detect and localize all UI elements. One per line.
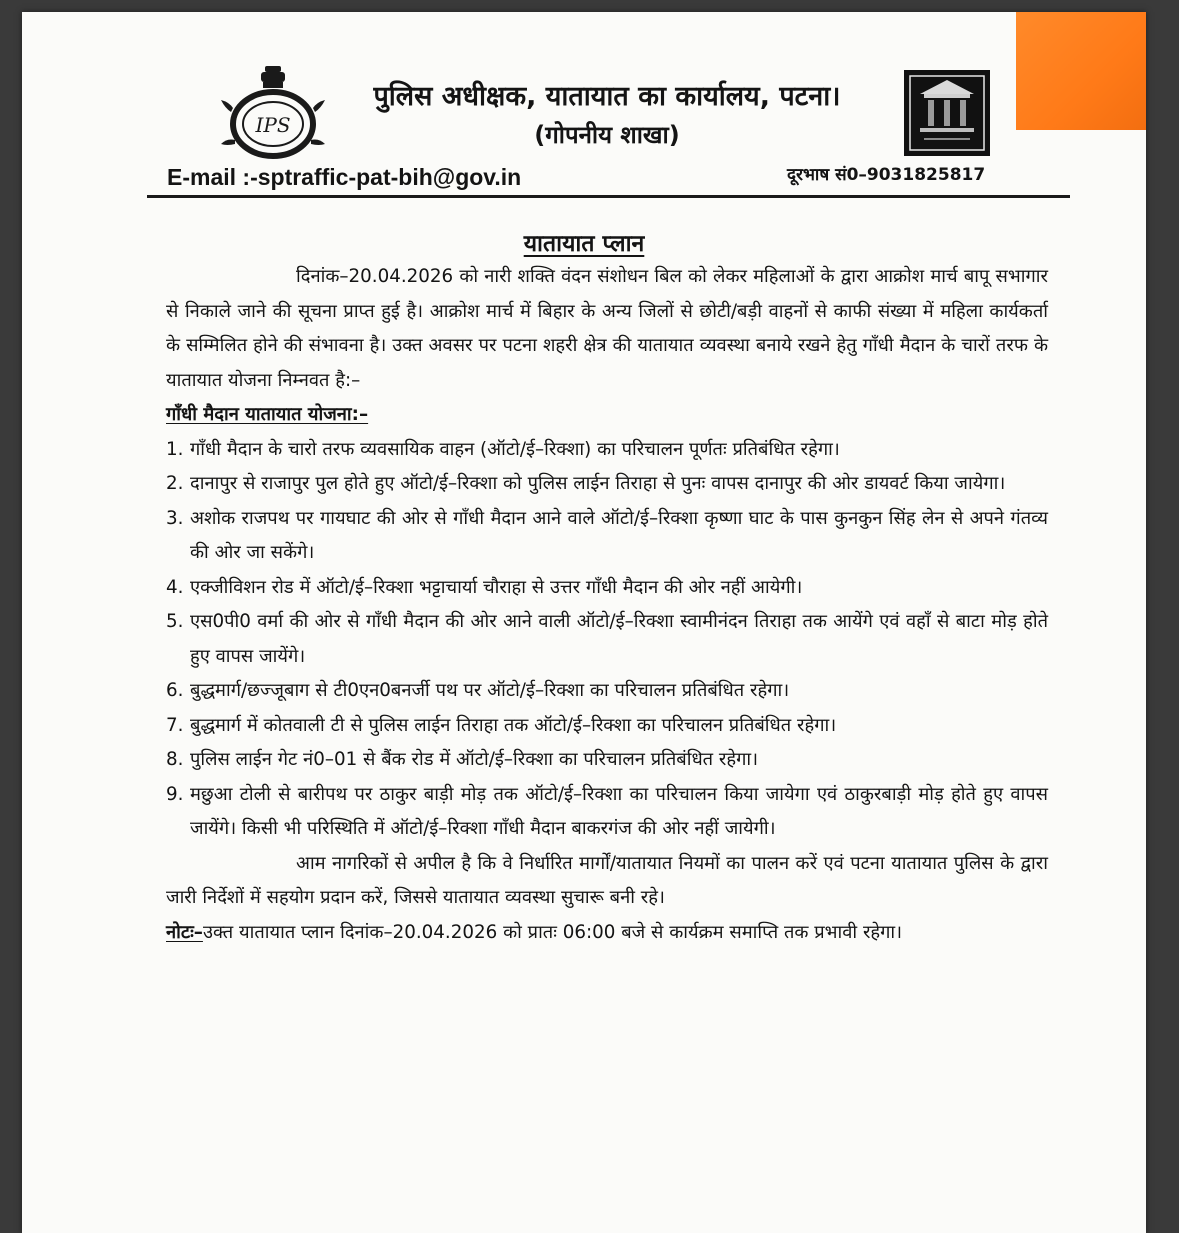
item-number: 2. (166, 473, 184, 494)
item-number: 1. (166, 438, 184, 460)
item-number: 9. (166, 783, 184, 805)
header-divider (147, 195, 1070, 198)
item-text: मछुआ टोली से बारीपथ पर ठाकुर बाड़ी मोड़ तक ऑटो/ई–रिक्शा का परिचालन किया जायेगा एवं ठाकुरबाड़ी मोड़ होते हुए वापस जायेंगे। किसी भी परिस्थिति में ऑटो/ई–रिक्शा गाँधी मैदान बाकरगंज की ओर नहीं जायेगी। (190, 783, 1048, 839)
appeal-paragraph: आम नागरिकों से अपील है कि वे निर्धारित मार्गों/यातायात नियमों का पालन करें एवं पटना यातायात पुलिस के द्वारा जारी निर्देशों में सहयोग प्रदान करें, जिससे यातायात व्यवस्था सुचारू बनी रहे। (166, 852, 1048, 908)
item-number: 4. (166, 576, 184, 598)
state-seal-icon (902, 68, 992, 158)
document-page (22, 12, 1146, 1233)
office-title: पुलिस अधीक्षक, यातायात का कार्यालय, पटना। (373, 81, 841, 112)
item-text: दानापुर से राजापुर पुल होते हुए ऑटो/ई–रिक्शा को पुलिस लाईन तिराहा से पुनः वापस दानापुर की ओर डायवर्ट किया जायेगा। (190, 473, 1006, 494)
item-text: एक्जीविशन रोड में ऑटो/ई–रिक्शा भट्टाचार्या चौराहा से उत्तर गाँधी मैदान की ओर नहीं आयेगी। (190, 576, 803, 598)
note-text: उक्त यातायात प्लान दिनांक–20.04.2026 को प्रातः 06:00 बजे से कार्यक्रम समाप्ति तक प्रभावी रहेगा। (202, 921, 903, 943)
police-emblem-icon (217, 64, 329, 164)
item-number: 7. (166, 714, 184, 736)
sticky-note (1016, 12, 1146, 130)
intro-paragraph: दिनांक–20.04.2026 को नारी शक्ति वंदन संशोधन बिल को लेकर महिलाओं के द्वारा आक्रोश मार्च बापू सभागार से निकाले जाने की सूचना प्राप्त हुई है। आक्रोश मार्च में बिहार के अन्य जिलों से छोटी/बड़ी वाहनों से काफी संख्या में महिला कार्यकर्ता के सम्मिलित होने की संभावना है। उक्त अवसर पर पटना शहरी क्षेत्र की यातायात व्यवस्था बनाये रखने हेतु गाँधी मैदान के चारों तरफ के यातायात योजना निम्नवत है:– (166, 266, 1048, 391)
item-number: 3. (166, 507, 184, 529)
phone-number: दूरभाष सं0–9031825817 (787, 165, 986, 185)
item-text: एस0पी0 वर्मा की ओर से गाँधी मैदान की ओर आने वाली ऑटो/ई–रिक्शा स्वामीनंदन तिराहा तक आयेंगे एवं वहाँ से बाटा मोड़ होते हुए वापस जायेंगे। (190, 611, 1048, 667)
item-text: बुद्धमार्ग में कोतवाली टी से पुलिस लाईन तिराहा तक ऑटो/ई–रिक्शा का परिचालन प्रतिबंधित रहेगा। (190, 714, 837, 736)
plan-heading: गाँधी मैदान यातायात योजना:– (166, 404, 369, 425)
list-item (166, 743, 1048, 778)
email-address: E-mail :-sptraffic-pat-bih@gov.in (167, 164, 522, 190)
item-text: गाँधी मैदान के चारो तरफ व्यवसायिक वाहन (ऑटो/ई–रिक्शा) का परिचालन पूर्णतः प्रतिबंधित रहेगा। (190, 438, 840, 460)
traffic-plan-list (166, 433, 1048, 847)
item-number: 6. (166, 680, 184, 701)
document-title: यातायात प्लान (523, 231, 645, 257)
item-number: 8. (166, 749, 184, 770)
list-item (166, 467, 1048, 502)
list-item (166, 605, 1048, 674)
note-label: नोटः– (166, 921, 203, 943)
office-subtitle: (गोपनीय शाखा) (534, 121, 680, 149)
list-item (166, 778, 1048, 847)
emblem-text: IPS (255, 113, 291, 137)
list-item (166, 709, 1048, 744)
note (166, 916, 1048, 951)
document-title-wrap (22, 226, 1146, 258)
document-body (166, 260, 1048, 950)
item-number: 5. (166, 611, 184, 632)
list-item (166, 571, 1048, 606)
item-text: पुलिस लाईन गेट नं0–01 से बैंक रोड में ऑटो/ई–रिक्शा का परिचालन प्रतिबंधित रहेगा। (190, 749, 759, 770)
list-item (166, 433, 1048, 468)
item-text: बुद्धमार्ग/छज्जूबाग से टी0एन0बनर्जी पथ पर ऑटो/ई–रिक्शा का परिचालन प्रतिबंधित रहेगा। (190, 680, 790, 701)
item-text: अशोक राजपथ पर गायघाट की ओर से गाँधी मैदान आने वाले ऑटो/ई–रिक्शा कृष्णा घाट के पास कुनकुन सिंह लेन से अपने गंतव्य की ओर जा सकेंगे। (190, 507, 1048, 563)
list-item (166, 502, 1048, 571)
list-item (166, 674, 1048, 709)
